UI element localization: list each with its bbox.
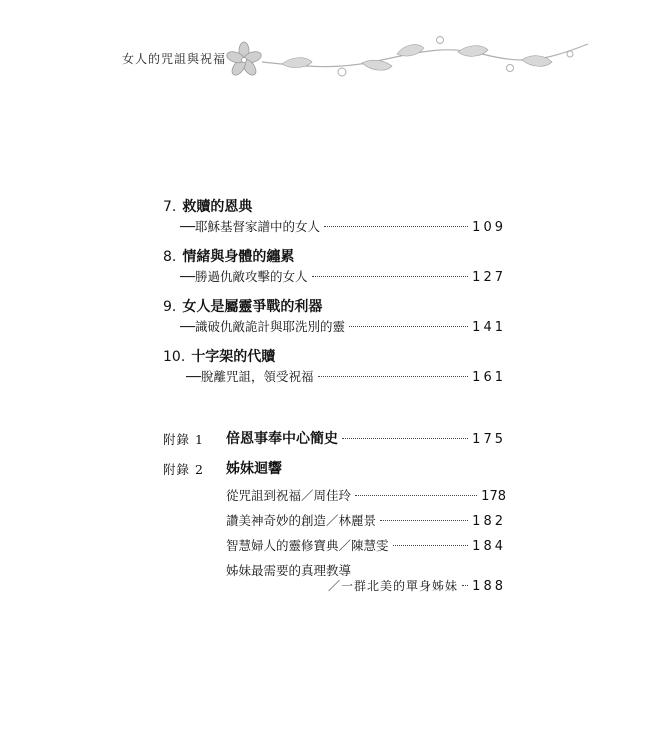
- toc-entry[interactable]: [226, 536, 506, 554]
- chapter-subtitle: ──脫離咒詛，領受祝福: [186, 369, 314, 384]
- appendix-item-text: 姊妹最需要的真理教導: [226, 563, 352, 578]
- appendix-label: 附錄 1: [163, 432, 204, 447]
- toc-entry[interactable]: [226, 486, 506, 504]
- chapter-title-text: 救贖的恩典: [182, 199, 253, 215]
- chapter-subtitle: ──耶穌基督家譜中的女人: [180, 219, 321, 234]
- page-number: 178: [481, 489, 506, 504]
- dot-leader: [355, 495, 477, 496]
- toc-entry[interactable]: [180, 217, 506, 235]
- chapter-title-text: 女人是屬靈爭戰的利器: [182, 299, 323, 315]
- dot-leader: [462, 585, 468, 586]
- chapter-title: [163, 296, 322, 316]
- page-number: 109: [472, 220, 506, 235]
- page-number: 184: [472, 539, 506, 554]
- chapter-number: 7.: [163, 199, 177, 215]
- dot-leader: [342, 438, 468, 439]
- appendix-item-text: 讚美神奇妙的創造／林麗景: [226, 513, 377, 528]
- page-number: 141: [472, 320, 506, 335]
- toc-entry[interactable]: [226, 511, 506, 529]
- page-number: 127: [472, 270, 506, 285]
- header-title: 女人的咒詛與祝福: [122, 52, 227, 66]
- page-number: 182: [472, 514, 506, 529]
- chapter-title: [163, 246, 294, 266]
- chapter-number: 9.: [163, 299, 177, 315]
- appendix-item-text: 智慧婦人的靈修寶典／陳慧雯: [226, 538, 389, 553]
- appendix-title: 姊妹迴響: [226, 461, 282, 477]
- toc-entry[interactable]: [180, 267, 506, 285]
- chapter-title-text: 情緒與身體的纏累: [182, 249, 295, 265]
- dot-leader: [393, 545, 469, 546]
- dot-leader: [349, 326, 468, 327]
- toc-entry[interactable]: [328, 577, 506, 594]
- chapter-title: [163, 196, 252, 216]
- toc-entry[interactable]: [226, 428, 506, 448]
- toc-entry[interactable]: [180, 317, 506, 335]
- dot-leader: [324, 226, 468, 227]
- chapter-subtitle: ──識破仇敵詭計與耶洗別的靈: [180, 319, 346, 334]
- appendix-item-author: ／一群北美的單身姊妹: [328, 579, 459, 593]
- appendix-item-text: 從咒詛到祝福／周佳玲: [226, 488, 352, 503]
- page-number: 161: [472, 370, 506, 385]
- chapter-number: 8.: [163, 249, 177, 265]
- chapter-subtitle: ──勝過仇敵攻擊的女人: [180, 269, 308, 284]
- dot-leader: [380, 520, 468, 521]
- appendix-label: 附錄 2: [163, 462, 204, 477]
- dot-leader: [312, 276, 469, 277]
- dot-leader: [318, 376, 469, 377]
- chapter-title: [163, 346, 275, 366]
- page-number: 188: [472, 579, 506, 594]
- chapter-number: 10.: [163, 349, 186, 365]
- page-number: 175: [472, 432, 506, 447]
- appendix-title: 倍恩事奉中心簡史: [226, 431, 338, 447]
- chapter-title-text: 十字架的代贖: [191, 349, 276, 365]
- toc-entry[interactable]: [186, 367, 506, 385]
